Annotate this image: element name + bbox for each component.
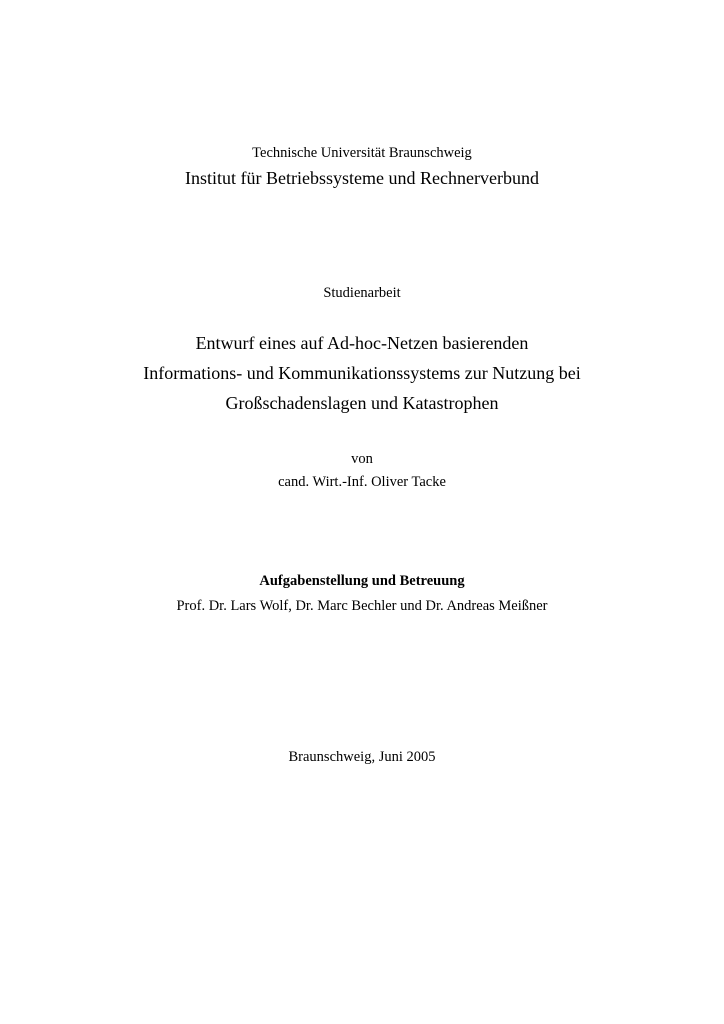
institute-name: Institut für Betriebssysteme und Rechnerverbund (185, 168, 539, 188)
place-and-date: Braunschweig, Juni 2005 (288, 749, 436, 765)
supervision-heading: Aufgabenstellung und Betreuung (259, 573, 465, 589)
author-name: cand. Wirt.-Inf. Oliver Tacke (278, 474, 446, 490)
thesis-title-line-1: Entwurf eines auf Ad-hoc-Netzen basierenden (195, 333, 529, 353)
thesis-title-line-3: Großschadenslagen und Katastrophen (225, 393, 499, 413)
thesis-title-line-2: Informations- und Kommunikationssystems zur Nutzung bei (143, 363, 581, 383)
supervisor-names: Prof. Dr. Lars Wolf, Dr. Marc Bechler und Dr. Andreas Meißner (176, 598, 548, 614)
by-label: von (351, 451, 373, 467)
document-type: Studienarbeit (323, 285, 401, 301)
university-name: Technische Universität Braunschweig (252, 145, 472, 161)
